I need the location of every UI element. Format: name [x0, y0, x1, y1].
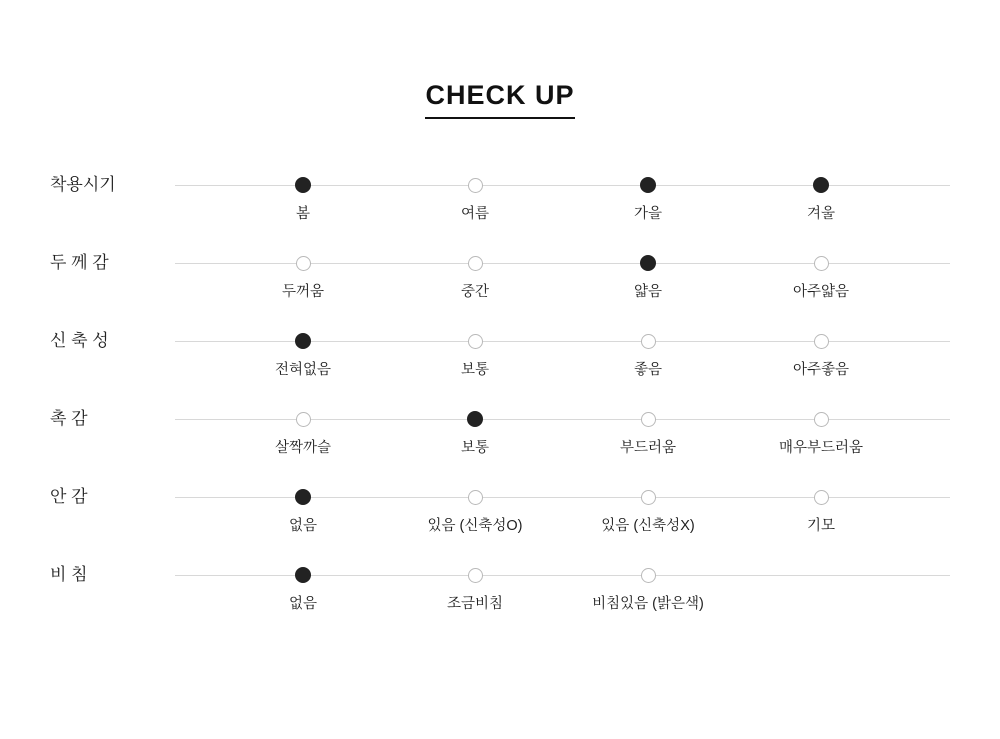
option-label: 봄: [295, 206, 310, 222]
empty-dot-icon[interactable]: [814, 412, 829, 427]
option-unselected[interactable]: [741, 404, 901, 457]
check-up-row: [0, 482, 1000, 560]
option-unselected[interactable]: [223, 248, 383, 301]
option-unselected[interactable]: [568, 560, 728, 613]
empty-dot-icon[interactable]: [641, 568, 656, 583]
option-label: 없음: [288, 596, 317, 612]
empty-dot-icon[interactable]: [641, 334, 656, 349]
option-label: 있음 (신축성O): [427, 518, 523, 534]
empty-dot-icon[interactable]: [814, 334, 829, 349]
page-title: [0, 80, 1000, 119]
check-up-row: [0, 248, 1000, 326]
option-selected[interactable]: [223, 326, 383, 379]
option-label: 중간: [460, 284, 489, 300]
option-selected[interactable]: [223, 560, 383, 613]
option-selected[interactable]: [395, 404, 555, 457]
option-label: 조금비침: [446, 596, 504, 612]
empty-dot-icon[interactable]: [468, 568, 483, 583]
option-selected[interactable]: [223, 482, 383, 535]
empty-dot-icon[interactable]: [814, 490, 829, 505]
check-up-row: [0, 560, 1000, 638]
option-label: 겨울: [806, 206, 835, 222]
filled-dot-icon[interactable]: [813, 177, 829, 193]
row-label: 비 침: [50, 565, 88, 584]
option-unselected[interactable]: [223, 404, 383, 457]
option-unselected[interactable]: [568, 404, 728, 457]
option-label: 있음 (신축성X): [601, 518, 695, 534]
check-up-row: [0, 326, 1000, 404]
filled-dot-icon[interactable]: [295, 177, 311, 193]
row-label: 착용시기: [50, 175, 116, 194]
option-label: 보통: [460, 362, 489, 378]
option-unselected[interactable]: [741, 326, 901, 379]
option-label: 부드러움: [619, 440, 677, 456]
row-label: 촉 감: [50, 409, 88, 428]
option-label: 아주좋음: [792, 362, 850, 378]
empty-dot-icon[interactable]: [641, 490, 656, 505]
option-selected[interactable]: [741, 170, 901, 223]
option-unselected[interactable]: [395, 248, 555, 301]
filled-dot-icon[interactable]: [295, 489, 311, 505]
option-label: 살짝까슬: [274, 440, 332, 456]
empty-dot-icon[interactable]: [814, 256, 829, 271]
option-unselected[interactable]: [568, 482, 728, 535]
option-unselected[interactable]: [741, 248, 901, 301]
check-up-row: [0, 404, 1000, 482]
option-unselected[interactable]: [741, 482, 901, 535]
option-unselected[interactable]: [395, 560, 555, 613]
empty-dot-icon[interactable]: [296, 256, 311, 271]
option-unselected[interactable]: [395, 482, 555, 535]
empty-dot-icon[interactable]: [468, 490, 483, 505]
option-label: 아주얇음: [792, 284, 850, 300]
option-unselected[interactable]: [395, 170, 555, 223]
option-label: 여름: [460, 206, 489, 222]
option-label: 비침있음 (밝은색): [592, 596, 704, 612]
check-up-rows: [0, 170, 1000, 638]
option-selected[interactable]: [568, 248, 728, 301]
option-selected[interactable]: [568, 170, 728, 223]
option-label: 보통: [460, 440, 489, 456]
check-up-row: [0, 170, 1000, 248]
option-unselected[interactable]: [568, 326, 728, 379]
filled-dot-icon[interactable]: [295, 567, 311, 583]
option-label: 좋음: [633, 362, 662, 378]
page-title-text: CHECK UP: [425, 80, 574, 119]
empty-dot-icon[interactable]: [468, 334, 483, 349]
empty-dot-icon[interactable]: [468, 178, 483, 193]
option-label: 기모: [806, 518, 835, 534]
option-selected[interactable]: [223, 170, 383, 223]
option-label: 얇음: [633, 284, 662, 300]
option-label: 없음: [288, 518, 317, 534]
option-label: 가을: [633, 206, 662, 222]
filled-dot-icon[interactable]: [295, 333, 311, 349]
empty-dot-icon[interactable]: [296, 412, 311, 427]
option-unselected[interactable]: [395, 326, 555, 379]
filled-dot-icon[interactable]: [640, 177, 656, 193]
option-label: 전혀없음: [274, 362, 332, 378]
row-label: 신 축 성: [50, 331, 109, 350]
empty-dot-icon[interactable]: [641, 412, 656, 427]
filled-dot-icon[interactable]: [640, 255, 656, 271]
option-label: 매우부드러움: [778, 440, 864, 456]
row-label: 안 감: [50, 487, 88, 506]
row-label: 두 께 감: [50, 253, 109, 272]
empty-dot-icon[interactable]: [468, 256, 483, 271]
option-label: 두꺼움: [281, 284, 325, 300]
filled-dot-icon[interactable]: [467, 411, 483, 427]
